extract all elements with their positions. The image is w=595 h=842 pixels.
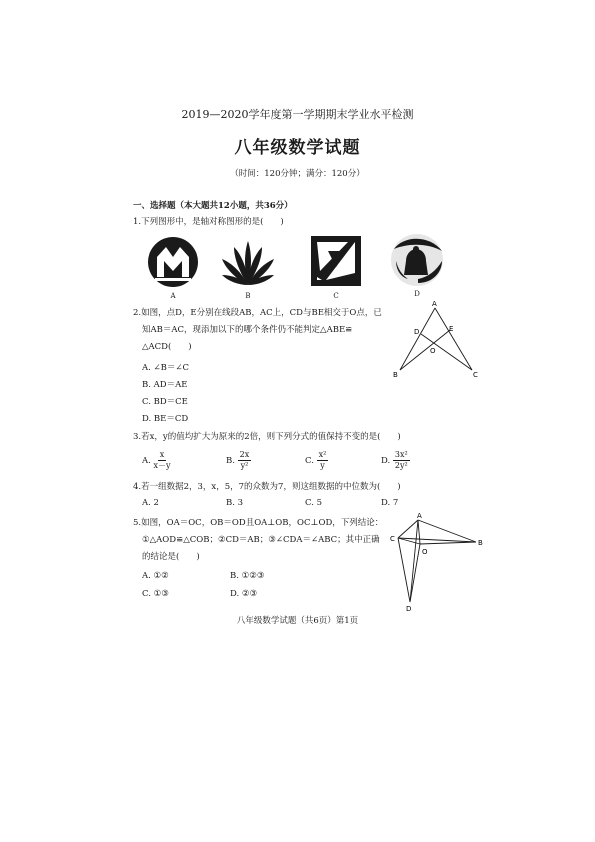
q3-option-b-letter: B. (226, 456, 235, 466)
q3-option-a-numerator: x (159, 450, 165, 459)
question-4-option-d: D. 7 (381, 498, 399, 508)
question-5-line-1: 5.如图，OA＝OC，OB＝OD且OA⊥OB，OC⊥OD，下列结论： (133, 518, 384, 528)
fig2-label-o: O (430, 347, 436, 355)
q3-option-a-fraction (154, 450, 171, 471)
fig2-label-d: D (414, 328, 420, 336)
question-2-triangle-figure (388, 298, 488, 382)
question-2-option-c: C. BD＝CE (142, 397, 188, 407)
question-5-line-3: 的结论是( ) (142, 552, 200, 562)
question-2-option-a: A. ∠B＝∠C (142, 363, 190, 373)
logo-d-bell-icon (388, 231, 446, 289)
question-4-stem: 4.若一组数据2，3，x，5，7的众数为7，则这组数据的中位数为( ) (133, 482, 401, 492)
logo-c-square-icon (308, 233, 364, 289)
question-2-line-1: 2.如图，点D，E分别在线段AB，AC上，CD与BE相交于O点，已 (133, 308, 382, 318)
fig2-label-a: A (432, 300, 437, 308)
section-heading: 一、选择题（本大题共12小题，共36分） (133, 201, 293, 211)
question-4-option-b: B. 3 (226, 498, 244, 508)
question-5-option-a: A. ①② (142, 571, 169, 581)
q3-option-a-letter: A. (142, 456, 151, 466)
question-1-stem: 1.下列图形中，是轴对称图形的是( ) (133, 217, 284, 227)
question-2-option-d: D. BE＝CD (142, 414, 189, 424)
q3-option-c-numerator: x² (318, 450, 327, 459)
question-3-option-a (142, 450, 171, 471)
question-5-option-c: C. ①③ (142, 589, 169, 599)
fig5-label-b: B (478, 539, 483, 547)
question-3-option-c (305, 450, 328, 471)
q3-option-c-letter: C. (305, 456, 314, 466)
question-3-stem: 3.若x，y的值均扩大为原来的2倍，则下列分式的值保持不变的是( ) (133, 432, 401, 442)
option-b-label: B (245, 292, 251, 300)
q3-option-c-denominator: y (320, 461, 325, 470)
question-5-quadrilateral-figure (384, 508, 490, 614)
logo-b-petals-icon (218, 235, 278, 289)
q3-option-b-fraction (238, 450, 252, 471)
fig2-label-c: C (473, 371, 478, 379)
question-4-option-c: C. 5 (305, 498, 323, 508)
q3-option-a-denominator: x－y (153, 461, 171, 470)
fig5-label-c: C (390, 535, 395, 543)
q3-option-b-denominator: y² (240, 461, 249, 470)
q3-option-d-denominator: 2y² (394, 461, 408, 470)
fig5-label-d: D (406, 605, 412, 613)
question-2-line-2: 知AB＝AC，现添加以下的哪个条件仍不能判定△ABE≌ (142, 325, 353, 335)
question-5-option-b: B. ①②③ (230, 571, 265, 581)
option-c-label: C (333, 292, 339, 300)
fig2-label-b: B (393, 371, 398, 379)
q3-option-d-numerator: 3x² (394, 450, 408, 459)
question-3-option-b (226, 450, 251, 471)
fig5-label-o: O (422, 548, 428, 556)
q3-option-d-letter: D. (381, 456, 391, 466)
exam-header: 2019—2020学年度第一学期期末学业水平检测 (181, 108, 414, 121)
exam-subtitle: （时间：120分钟；满分：120分） (230, 169, 365, 179)
fig2-label-e: E (449, 325, 454, 333)
exam-title: 八年级数学试题 (234, 138, 361, 158)
option-d-label: D (414, 290, 420, 298)
question-5-line-2: ①△AOD≌△COB；②CD＝AB；③∠CDA＝∠ABC；其中正确 (142, 535, 380, 545)
question-2-line-3: △ACD( ) (142, 342, 192, 352)
q3-option-c-fraction (317, 450, 329, 471)
logo-a-metro-icon (146, 235, 200, 289)
q3-option-d-fraction (393, 450, 410, 471)
question-3-option-d (381, 450, 410, 471)
q3-option-b-numerator: 2x (239, 450, 250, 459)
page-footer: 八年级数学试题（共6页）第1页 (236, 616, 359, 626)
question-2-option-b: B. AD＝AE (142, 380, 188, 390)
question-5-option-d: D. ②③ (230, 589, 258, 599)
question-4-option-a: A. 2 (142, 498, 159, 508)
fig5-label-a: A (417, 512, 422, 520)
option-a-label: A (170, 292, 176, 300)
